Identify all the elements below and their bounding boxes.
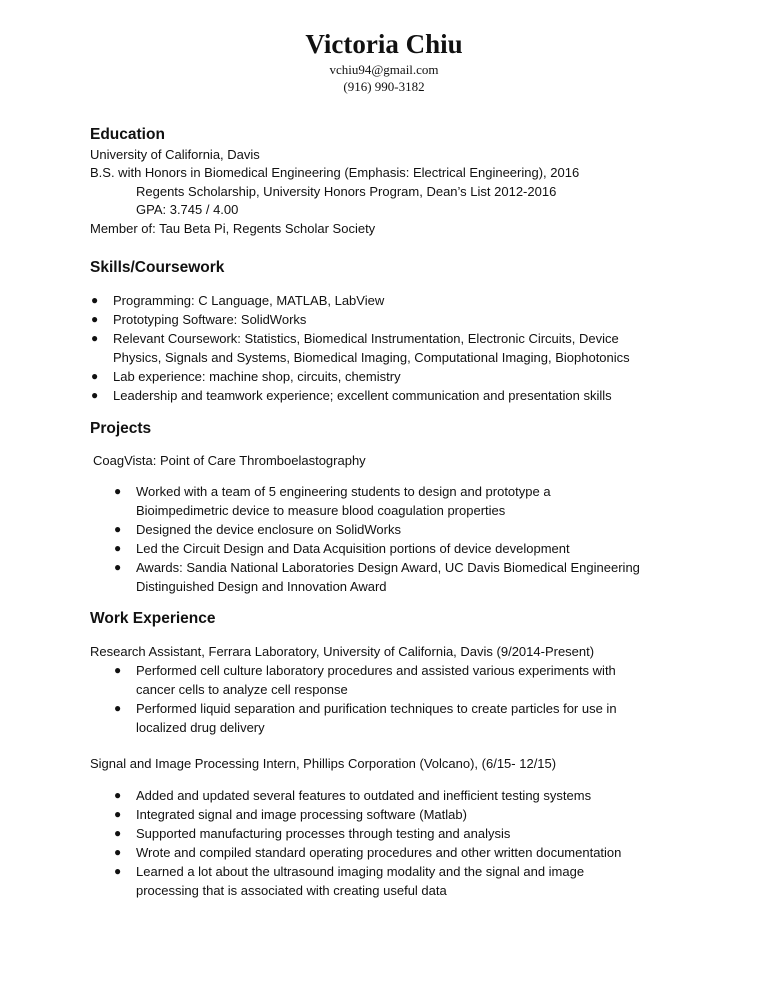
contact-phone: (916) 990-3182 <box>343 79 425 94</box>
education-degree: B.S. with Honors in Biomedical Engineering (Emphasis: Electrical Engineering), 2016 <box>90 165 580 180</box>
list-item: ● Relevant Coursework: Statistics, Biomedical Instrumentation, Electronic Circuits, Device Physics, Signals and Systems, Biomedical Imaging, Computational Imaging, Biophotonics <box>91 331 630 365</box>
bullet-icon: ● <box>114 522 122 536</box>
job-title: Signal and Image Processing Intern, Phillips Corporation (Volcano), (6/15- 12/15) <box>90 756 557 771</box>
contact-email: vchiu94@gmail.com <box>329 62 439 77</box>
list-item: ● Wrote and compiled standard operating procedures and other written documentation <box>114 845 622 860</box>
projects-heading: Projects <box>90 420 152 437</box>
bullet-icon: ● <box>91 331 99 345</box>
bullet-icon: ● <box>114 541 122 555</box>
bullet-icon: ● <box>91 369 99 383</box>
list-item: ● Awards: Sandia National Laboratories Design Award, UC Davis Biomedical Engineering Distinguished Design and Innovation Award <box>114 560 640 594</box>
bullet-icon: ● <box>114 663 122 677</box>
bullet-icon: ● <box>91 388 99 402</box>
education-memberships: Member of: Tau Beta Pi, Regents Scholar Society <box>90 221 376 236</box>
bullet-icon: ● <box>114 807 122 821</box>
resume-name: Victoria Chiu <box>305 29 463 59</box>
bullet-icon: ● <box>114 484 122 498</box>
education-gpa: GPA: 3.745 / 4.00 <box>136 202 239 217</box>
bullet-icon: ● <box>114 845 122 859</box>
list-item: ● Learned a lot about the ultrasound imaging modality and the signal and image processing that is associated with creating useful data <box>114 864 585 898</box>
list-item: ● Programming: C Language, MATLAB, LabView <box>91 293 385 308</box>
list-item: ● Supported manufacturing processes through testing and analysis <box>114 826 511 841</box>
list-item: ● Integrated signal and image processing software (Matlab) <box>114 807 467 822</box>
work-heading: Work Experience <box>90 610 216 627</box>
list-item: ● Performed cell culture laboratory procedures and assisted various experiments with cancer cells to analyze cell response <box>114 663 616 697</box>
education-school: University of California, Davis <box>90 147 260 162</box>
bullet-icon: ● <box>114 560 122 574</box>
list-item: ● Prototyping Software: SolidWorks <box>91 312 307 327</box>
list-item: ● Performed liquid separation and purification techniques to create particles for use in localized drug delivery <box>114 701 617 735</box>
list-item: ● Added and updated several features to outdated and inefficient testing systems <box>114 788 592 803</box>
job-title: Research Assistant, Ferrara Laboratory, University of California, Davis (9/2014-Present) <box>90 644 595 659</box>
bullet-icon: ● <box>114 701 122 715</box>
bullet-icon: ● <box>114 826 122 840</box>
education-honors: Regents Scholarship, University Honors Program, Dean’s List 2012-2016 <box>136 184 557 199</box>
list-item: ● Lab experience: machine shop, circuits, chemistry <box>91 369 401 384</box>
list-item: ● Led the Circuit Design and Data Acquisition portions of device development <box>114 541 570 556</box>
bullet-icon: ● <box>114 864 122 878</box>
list-item: ● Designed the device enclosure on SolidWorks <box>114 522 401 537</box>
project-name: CoagVista: Point of Care Thromboelastography <box>93 453 366 468</box>
list-item: ● Leadership and teamwork experience; excellent communication and presentation skills <box>91 388 612 403</box>
skills-heading: Skills/Coursework <box>90 259 225 276</box>
education-heading: Education <box>90 126 165 143</box>
list-item: ● Worked with a team of 5 engineering students to design and prototype a Bioimpedimetric device to measure blood coagulation properties <box>114 484 551 518</box>
bullet-icon: ● <box>91 293 99 307</box>
bullet-icon: ● <box>114 788 122 802</box>
bullet-icon: ● <box>91 312 99 326</box>
